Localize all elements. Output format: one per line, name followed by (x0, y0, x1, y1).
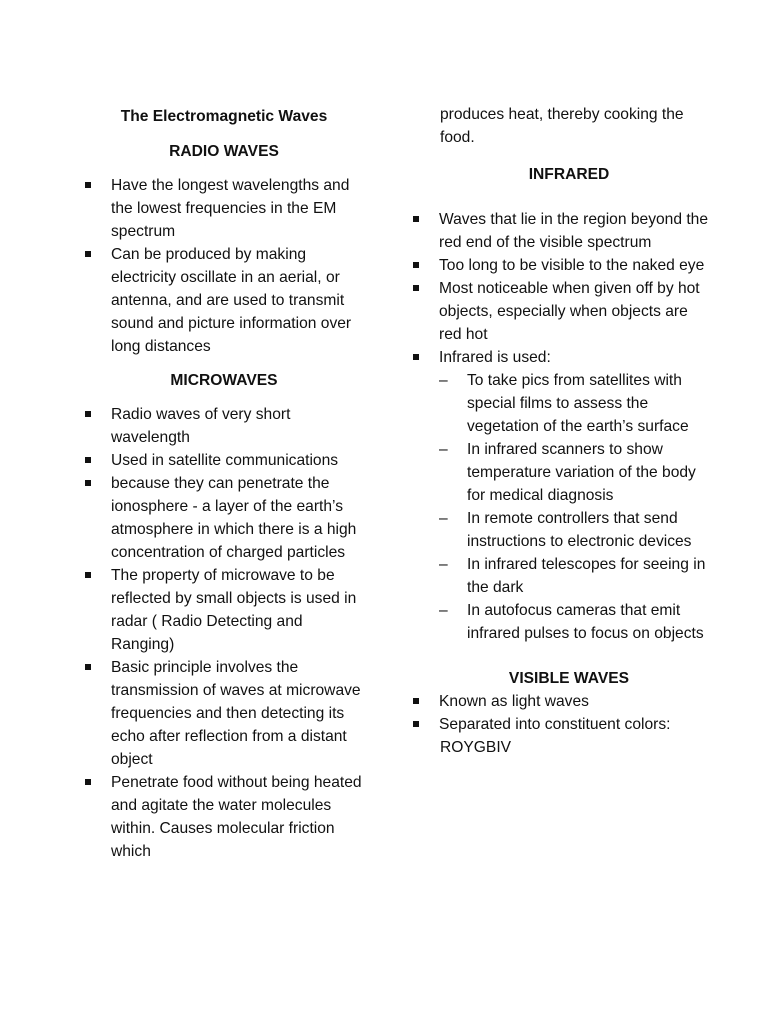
left-column (84, 103, 364, 863)
list-item: Can be produced by making electricity oscillate in an aerial, or antenna, and are used to transmit sound and picture information over long distances (84, 243, 364, 358)
visible-waves-heading: VISIBLE WAVES (508, 670, 630, 687)
roygbiv-text: ROYGBIV (440, 739, 512, 756)
list-item: Radio waves of very short wavelength (84, 403, 364, 449)
sub-list-item: – In infrared telescopes for seeing in the dark (439, 553, 712, 599)
microwaves-heading: MICROWAVES (170, 372, 278, 389)
sub-list-item: – In infrared scanners to show temperature variation of the body for medical diagnosis (439, 438, 712, 507)
list-item: Have the longest wavelengths and the lowest frequencies in the EM spectrum (84, 174, 364, 243)
list-item: The property of microwave to be reflected by small objects is used in radar ( Radio Detecting and Ranging) (84, 564, 364, 656)
list-item: Separated into constituent colors: (412, 713, 712, 736)
continuation-text: produces heat, thereby cooking the food. (440, 106, 684, 146)
list-item: Too long to be visible to the naked eye (412, 254, 712, 277)
sub-list-item: – In autofocus cameras that emit infrared pulses to focus on objects (439, 599, 712, 645)
list-item: Waves that lie in the region beyond the red end of the visible spectrum (412, 208, 712, 254)
sub-list-item: – To take pics from satellites with special films to assess the vegetation of the earth’s surface (439, 369, 712, 438)
radio-waves-heading: RADIO WAVES (169, 143, 279, 160)
list-item: Most noticeable when given off by hot objects, especially when objects are red hot (412, 277, 712, 346)
radio-waves-list (84, 174, 364, 358)
document-title: The Electromagnetic Waves (120, 108, 328, 125)
right-column (412, 103, 712, 759)
list-item: Penetrate food without being heated and agitate the water molecules within. Causes molecular friction which (84, 771, 364, 863)
infrared-uses-label: Infrared is used: (439, 349, 551, 366)
sub-list-item: – In remote controllers that send instructions to electronic devices (439, 507, 712, 553)
list-item: Known as light waves (412, 690, 712, 713)
visible-waves-list (412, 690, 712, 736)
list-item (412, 346, 712, 645)
infrared-uses-list (439, 369, 712, 645)
infrared-heading: INFRARED (528, 166, 610, 183)
microwaves-list (84, 403, 364, 863)
list-item: because they can penetrate the ionosphere - a layer of the earth’s atmosphere in which there is a high concentration of charged particles (84, 472, 364, 564)
list-item: Used in satellite communications (84, 449, 364, 472)
list-item: Basic principle involves the transmission of waves at microwave frequencies and then detecting its echo after reflection from a distant object (84, 656, 364, 771)
infrared-list (412, 208, 712, 645)
